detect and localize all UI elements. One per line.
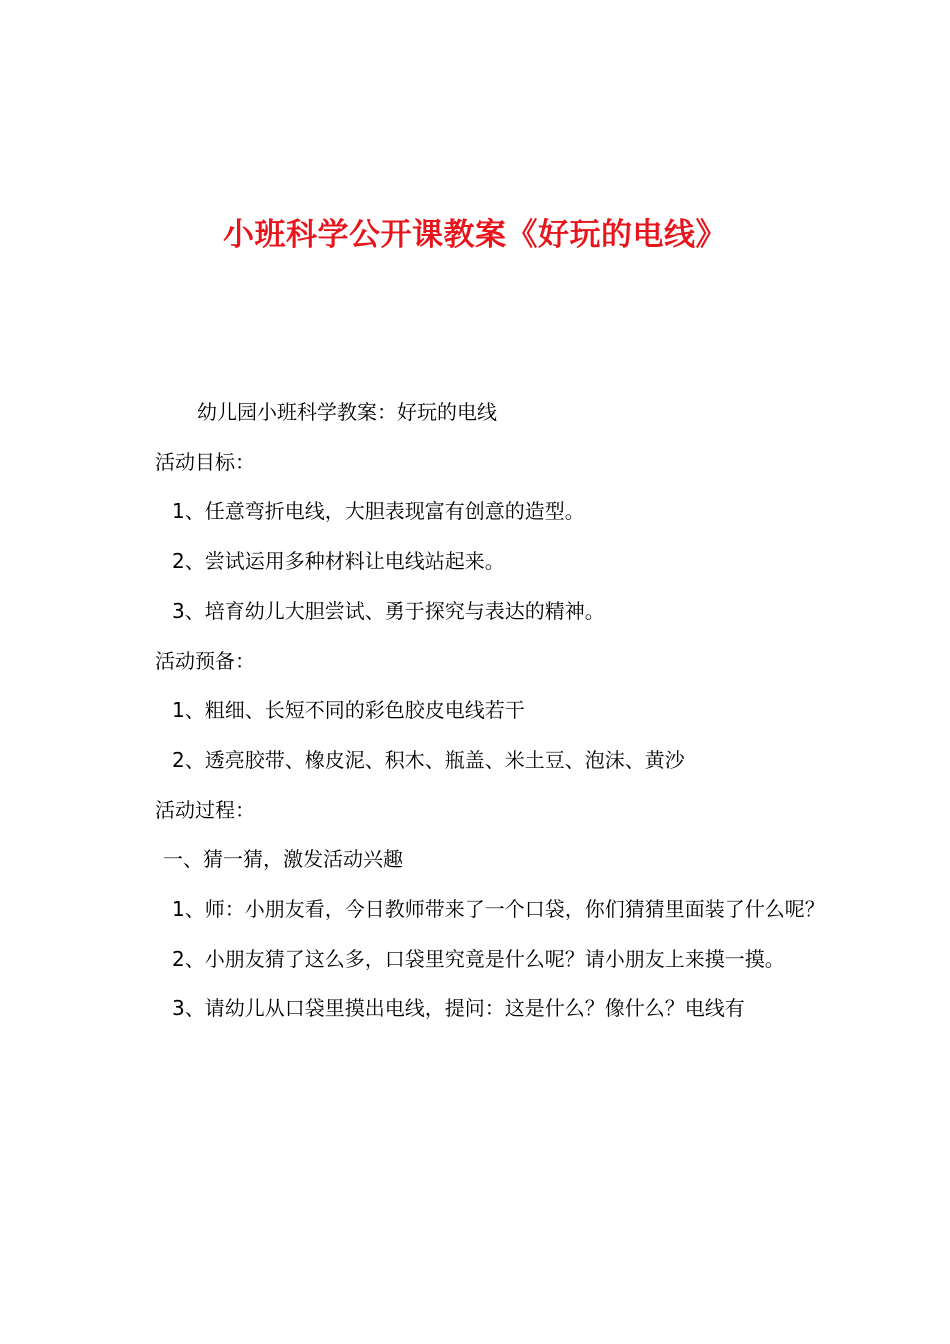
goal-item-2: 2、尝试运用多种材料让电线站起来。 — [172, 549, 505, 574]
document-body — [127, 388, 832, 1034]
goal-item-3: 3、培育幼儿大胆尝试、勇于探究与表达的精神。 — [172, 598, 605, 623]
process-heading: 活动过程： — [155, 797, 255, 822]
process-step-1: 1、师：小朋友看，今日教师带来了一个口袋，你们猜猜里面装了什么呢？ — [172, 897, 825, 922]
prep-item-2: 2、透亮胶带、橡皮泥、积木、瓶盖、米土豆、泡沫、黄沙 — [172, 747, 685, 772]
document-title: 小班科学公开课教案《好玩的电线》 — [223, 217, 727, 253]
process-step-title: 一、猜一猜，激发活动兴趣 — [163, 847, 403, 872]
process-step-2: 2、小朋友猜了这么多，口袋里究竟是什么呢？请小朋友上来摸一摸。 — [172, 946, 785, 971]
goals-heading: 活动目标： — [155, 449, 255, 474]
document-subtitle: 幼儿园小班科学教案：好玩的电线 — [197, 400, 497, 424]
goal-item-1: 1、任意弯折电线，大胆表现富有创意的造型。 — [172, 499, 585, 524]
prep-heading: 活动预备： — [155, 648, 255, 673]
prep-item-1: 1、粗细、长短不同的彩色胶皮电线若干 — [172, 698, 525, 723]
process-step-3: 3、请幼儿从口袋里摸出电线，提问：这是什么？像什么？电线有 — [172, 996, 745, 1021]
